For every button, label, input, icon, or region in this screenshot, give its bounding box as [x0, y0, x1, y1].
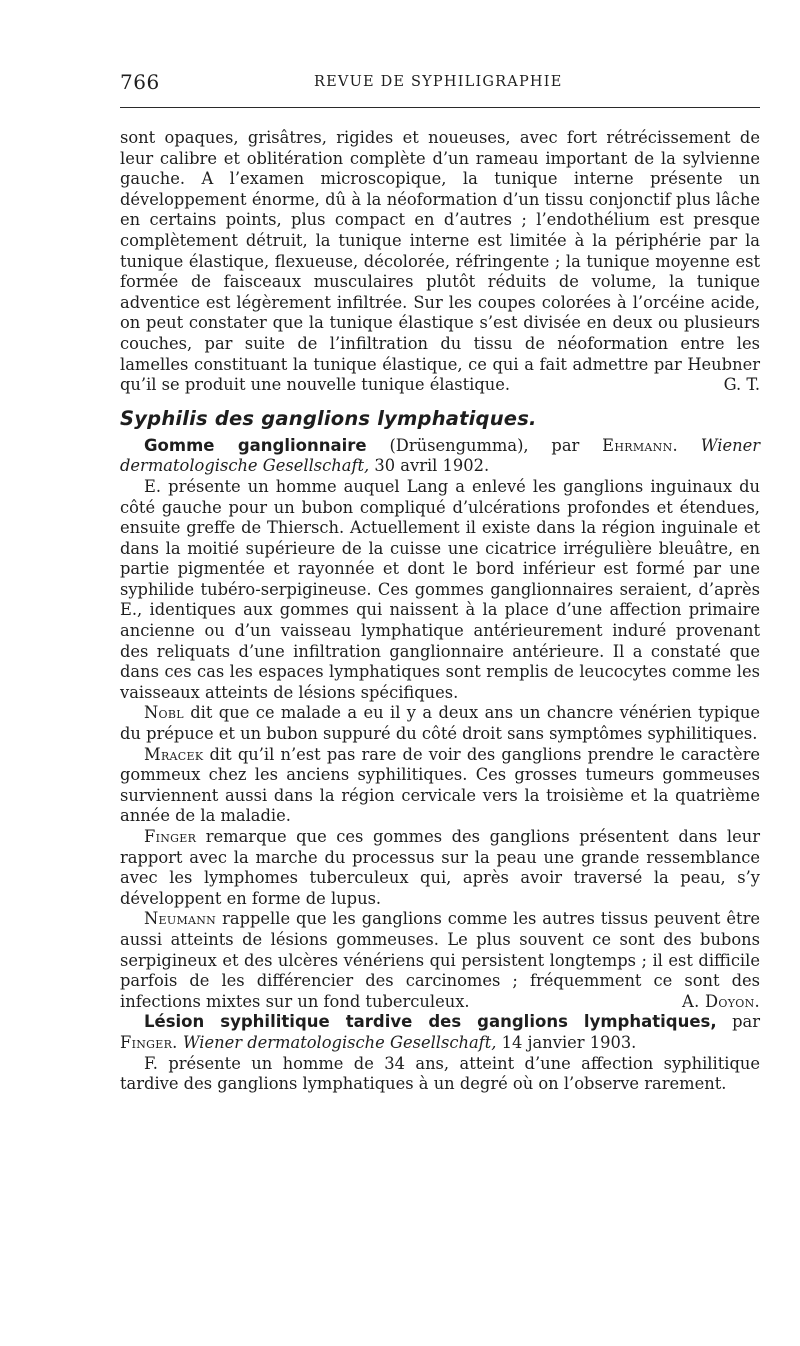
article-title: Lésion syphilitique tardive des ganglions lymphatiques,: [144, 1012, 717, 1032]
article-by: par: [732, 1012, 760, 1032]
paragraph: [120, 1054, 760, 1095]
section-title: Syphilis des ganglions lymphatiques.: [120, 406, 537, 430]
paragraph-finger: [120, 827, 760, 909]
person-name: Nobl: [144, 703, 184, 723]
paragraph-text: remarque que ces gommes des ganglions présentent dans leur rapport avec la marche du processus sur la peau une grande ressemblance avec les lymphomes tuberculeux qui, après avoir traversé la peau, s’y développent en forme de lupus.: [120, 827, 760, 908]
paragraph-text: dit qu’il n’est pas rare de voir des ganglions prendre le caractère gommeux chez les anciens syphilitiques. Ces grosses tumeurs gommeuses surviennent aussi dans la région cervicale vers la troisième et la quatrième année de la maladie.: [120, 744, 760, 826]
paragraph-text: dit que ce malade a eu il y a deux ans un chancre vénérien typique du prépuce et un bubon suppuré du côté droit sans symptômes syphilitiques.: [120, 703, 760, 744]
page-header: [120, 70, 760, 102]
article-title: Gomme ganglionnaire: [144, 435, 367, 455]
paragraph-mracek: [120, 745, 760, 827]
paragraph-text: sont opaques, grisâtres, rigides et noueuses, avec fort rétrécissement de leur calibre et oblitération complète d’un rameau important de la sylvienne gauche. A l’examen microscopique, la tunique interne présente un développement énorme, dû à la néoformation d’un tissu conjonctif plus lâche en certains points, plus compact en d’autres ; l’endothélium est presque complètement détruit, la tunique interne est limitée à la périphérie par la tunique élastique, flexueuse, décolorée, réfringente ; la tunique moyenne est formée de faisceaux musculaires plutôt réduits de volume, la tunique adventice est légèrement infiltrée. Sur les coupes colorées à l’orcéine acide, on peut constater que la tunique élastique s’est divisée en deux ou plusieurs couches, par suite de l’infiltration du tissu de néoformation entre les lamelles constituant la tunique élastique, ce qui a fait admettre par Heubner qu’il se produit une nouvelle tunique élastique.: [120, 128, 760, 395]
person-name: Neumann: [144, 909, 217, 929]
article-date: 14 janvier 1903.: [501, 1032, 637, 1052]
body-text: [120, 128, 760, 1095]
article-journal: Wiener dermatologische Gesellschaft,: [120, 435, 760, 476]
paragraph-neumann: [120, 909, 760, 1012]
article-heading: [120, 436, 760, 477]
article-heading: [120, 1012, 760, 1053]
signature: G. T.: [723, 375, 760, 395]
article-date: 30 avril 1902.: [374, 456, 490, 476]
paragraph-text: F. présente un homme de 34 ans, atteint d’une affection syphilitique tardive des ganglions lymphatiques à un degré où on l’observe rarement.: [120, 1053, 760, 1094]
article-journal: Wiener dermatologische Gesellschaft,: [182, 1032, 497, 1052]
person-name: Mracek: [144, 744, 204, 764]
person-name: Finger: [144, 827, 197, 846]
paragraph-nobl: [120, 703, 760, 744]
paragraph-continued: [120, 128, 760, 396]
paragraph-text: rappelle que les ganglions comme les autres tissus peuvent être aussi atteints de lésions gommeuses. Le plus souvent ce sont des bubons serpigineux et des ulcères vénériens qui persistent longtemps ; il est difficile parfois de les différencier des carcinomes ; fréquemment ce sont des infections mixtes sur un fond tuberculeux.: [120, 909, 760, 1011]
article-author: Ehrmann.: [602, 435, 678, 455]
header-rule: [120, 107, 760, 108]
signature: A. Doyon.: [682, 991, 760, 1011]
article-subtitle: (Drüsengumma), par: [389, 435, 580, 455]
article-author: Finger.: [120, 1032, 178, 1052]
paragraph-text: E. présente un homme auquel Lang a enlevé les ganglions inguinaux du côté gauche pour un bubon compliqué d’ulcérations profondes et étendues, ensuite greffe de Thiersch. Actuellement il existe dans la région inguinale et dans la moitié supérieure de la cuisse une cicatrice irrégulière bleuâtre, en partie pigmentée et rayonnée et dont le bord inférieur est formé par une syphilide tubéro-serpigineuse. Ces gommes ganglionnaires seraient, d’après E., identiques aux gommes qui naissent à la place d’une affection primaire ancienne ou d’un vaisseau lymphatique antérieurement induré provenant des reliquats d’une infiltration ganglionnaire antérieure. Il a constaté que dans ces cas les espaces lymphatiques sont remplis de leucocytes comme les vaisseaux atteints de lésions spécifiques.: [120, 476, 760, 702]
page-number: 766: [120, 70, 160, 94]
running-title: REVUE DE SYPHILIGRAPHIE: [314, 74, 563, 90]
paragraph: [120, 477, 760, 704]
